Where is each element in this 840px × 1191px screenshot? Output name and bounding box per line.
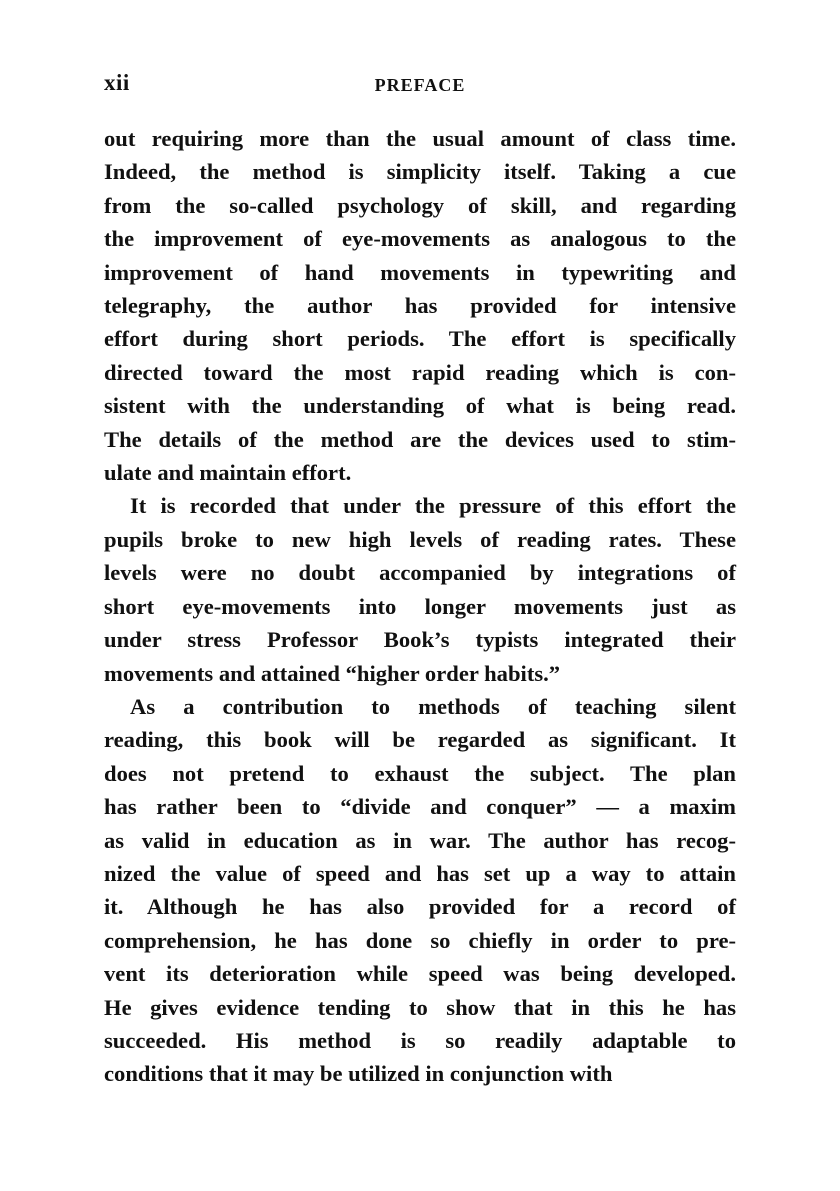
text-line: The details of the method are the devices used to stim- [104, 426, 736, 452]
text-line: the improvement of eye-movements as analogous to the [104, 226, 736, 252]
text-line: As a contribution to methods of teaching silent [130, 693, 736, 719]
text-line: does not pretend to exhaust the subject. The plan [104, 760, 736, 786]
text-line: telegraphy, the author has provided for intensive [104, 293, 736, 319]
paragraph [104, 690, 736, 1091]
text-line: He gives evidence tending to show that in this he has [104, 994, 736, 1020]
text-line: directed toward the most rapid reading which is con- [104, 359, 736, 385]
text-line: pupils broke to new high levels of reading rates. These [104, 526, 736, 552]
paragraph [104, 122, 736, 489]
text-line: short eye-movements into longer movements just as [104, 593, 736, 619]
text-line: levels were no doubt accompanied by integrations of [104, 560, 736, 586]
text-line: under stress Professor Book’s typists integrated their [104, 627, 736, 653]
text-line: reading, this book will be regarded as significant. It [104, 727, 736, 753]
text-line: improvement of hand movements in typewriting and [104, 259, 736, 285]
body-text [104, 122, 736, 1091]
running-head [104, 70, 736, 104]
text-line: effort during short periods. The effort is specifically [104, 326, 736, 352]
text-line: as valid in education as in war. The author has recog- [104, 827, 736, 853]
text-line: ulate and maintain effort. [104, 460, 352, 486]
running-title: PREFACE [374, 75, 466, 95]
text-line: It is recorded that under the pressure of this effort the [130, 493, 736, 519]
text-line: it. Although he has also provided for a record of [104, 894, 736, 920]
paragraph [104, 489, 736, 689]
text-line: from the so-called psychology of skill, and regarding [104, 192, 736, 218]
text-line: vent its deterioration while speed was being developed. [104, 961, 736, 987]
text-line: conditions that it may be utilized in conjunction with [104, 1061, 613, 1087]
text-line: out requiring more than the usual amount of class time. [104, 126, 736, 151]
text-line: Indeed, the method is simplicity itself. Taking a cue [104, 159, 736, 185]
text-line: comprehension, he has done so chiefly in order to pre- [104, 927, 736, 953]
page-number: xii [104, 70, 130, 95]
text-line: sistent with the understanding of what is being read. [104, 393, 736, 419]
text-line: has rather been to “divide and conquer” — a maxim [104, 794, 736, 820]
text-line: movements and attained “higher order habits.” [104, 660, 561, 686]
text-line: succeeded. His method is so readily adaptable to [104, 1027, 736, 1053]
text-line: nized the value of speed and has set up a way to attain [104, 860, 736, 886]
